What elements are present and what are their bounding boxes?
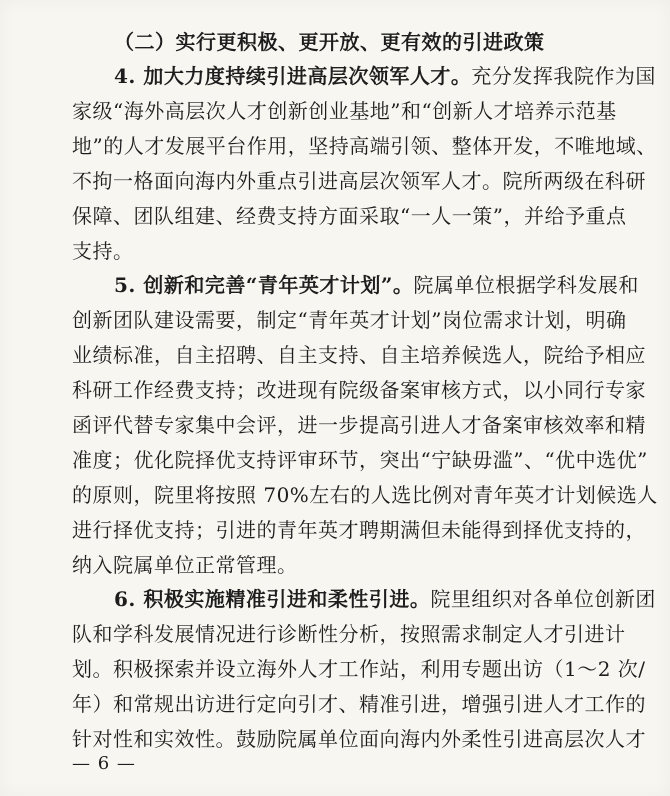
- paragraph-item-5-first-line: [114, 273, 639, 297]
- item-6-line-3: 年）和常规出访进行定向引才、精准引进，增强引进人才工作的: [72, 692, 646, 716]
- section-heading: （二）实行更积极、更开放、更有效的引进政策: [114, 30, 545, 54]
- item-5-line-0: 院属单位根据学科发展和: [413, 273, 639, 297]
- item-4-line-1: 家级“海外高层次人才创新创业基地”和“创新人才培养示范基: [72, 99, 617, 123]
- item-5-title: 5. 创新和完善“青年英才计划”。: [114, 273, 414, 297]
- item-4-line-2: 地”的人才发展平台作用，坚持高端引领、整体开发，不唯地域、: [72, 134, 657, 158]
- paragraph-item-6-first-line: [114, 587, 656, 611]
- item-5-line-8: 纳入院属单位正常管理。: [72, 553, 298, 577]
- item-5-line-1: 创新团队建设需要，制定“青年英才计划”岗位需求计划，明确: [72, 308, 627, 332]
- item-5-line-2: 业绩标准，自主招聘、自主支持、自主培养候选人，院给予相应: [72, 343, 646, 367]
- item-6-title: 6. 积极实施精准引进和柔性引进。: [114, 587, 431, 611]
- item-5-line-7: 进行择优支持；引进的青年英才聘期满但未能得到择优支持的，: [72, 518, 646, 542]
- item-4-line-3: 不拘一格面向海内外重点引进高层次领军人才。院所两级在科研: [72, 169, 646, 193]
- item-5-line-4: 函评代替专家集中会评，进一步提高引进人才备案审核效率和精: [72, 413, 646, 437]
- item-6-line-2: 划。积极探索并设立海外人才工作站，利用专题出访（1～2 次/: [72, 657, 646, 681]
- item-6-line-4: 针对性和实效性。鼓励院属单位面向海内外柔性引进高层次人才: [72, 727, 646, 751]
- item-4-line-4: 保障、团队组建、经费支持方面采取“一人一策”，并给予重点: [72, 204, 627, 228]
- item-5-line-3: 科研工作经费支持；改进现有院级备案审核方式，以小同行专家: [72, 378, 646, 402]
- item-5-line-5: 准度；优化院择优支持评审环节，突出“宁缺毋滥”、“优中选优”: [72, 448, 648, 472]
- item-4-line-0: 充分发挥我院作为国: [471, 64, 656, 88]
- item-4-title: 4. 加大力度持续引进高层次领军人才。: [114, 64, 472, 88]
- item-6-line-0: 院里组织对各单位创新团: [430, 587, 656, 611]
- item-5-line-6: 的原则，院里将按照 70%左右的人选比例对青年英才计划候选人: [72, 483, 658, 507]
- item-4-line-5: 支持。: [72, 239, 134, 263]
- paragraph-item-4-first-line: [114, 64, 656, 88]
- page-number: — 6 —: [72, 753, 136, 774]
- item-6-line-1: 队和学科发展情况进行诊断性分析，按照需求制定人才引进计: [72, 622, 626, 646]
